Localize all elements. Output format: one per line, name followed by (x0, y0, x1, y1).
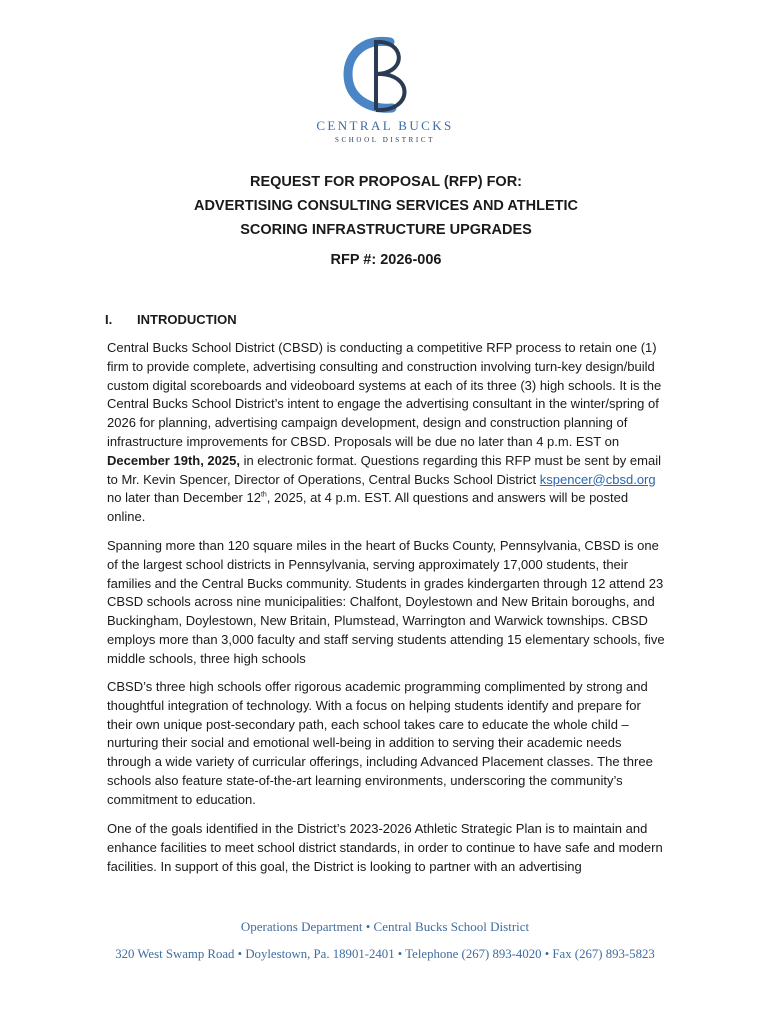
rfp-number: RFP #: 2026-006 (330, 252, 442, 268)
paragraph-text: , 2025, at 4 p.m. EST. All questions and answers will be posted online. (107, 490, 629, 525)
due-date: December 19th, 2025, (107, 452, 240, 468)
title-line: ADVERTISING CONSULTING SERVICES AND ATHLETIC (193, 198, 578, 214)
logo-subtitle: SCHOOL DISTRICT (335, 136, 435, 144)
footer-address: 320 West Swamp Road • Doylestown, Pa. 18901-2401 • Telephone (267) 893-4020 • Fax (267) 893-5823 (115, 947, 655, 961)
title-line: SCORING INFRASTRUCTURE UPGRADES (240, 222, 532, 238)
intro-paragraph-4: One of the goals identified in the District’s 2023-2026 Athletic Strategic Plan is to maintain and enhance facilities to meet school district standards, in order to continue to have safe and modern facilities. In support of this goal, the District is looking to partner with an advertising (107, 821, 663, 874)
section-number: I. (105, 312, 113, 327)
title-line: REQUEST FOR PROPOSAL (RFP) FOR: (249, 174, 523, 190)
logo-name: CENTRAL BUCKS (316, 118, 454, 133)
intro-paragraph-3: CBSD’s three high schools offer rigorous academic programming complimented by strong and thoughtful integration of technology. With a focus on helping students identify and prepare for their own unique post-secondary path, each school takes care to educate the whole child – nurturing their social and emotional well-being in addition to serving their academic needs through a wide variety of curricular offerings, including Advanced Placement classes. The three schools also feature state-of-the-art learning environments, underscoring the community’s commitment to education. (107, 679, 653, 807)
district-logo (300, 36, 470, 148)
footer-department: Operations Department • Central Bucks School District (240, 919, 530, 934)
paragraph-text: no later than December 12 (107, 490, 261, 506)
ordinal-suffix: th (260, 492, 267, 500)
paragraph-text: Central Bucks School District (CBSD) is conducting a competitive RFP process to retain one (1) firm to provide complete, advertising consulting and construction involving turn-key design/build custom digital scoreboards and videoboard systems at each of its three (3) high schools. It is the Central Bucks School District’s intent to engage the advertising consultant in the winter/spring of 2026 for planning, advertising campaign development, design and construction planning of infrastructure improvements for CBSD. Proposals will be due no later than 4 p.m. EST on (107, 340, 662, 449)
intro-paragraph-2: Spanning more than 120 square miles in the heart of Bucks County, Pennsylvania, CBSD is one of the largest school districts in Pennsylvania, serving approximately 17,000 students, their families and the Central Bucks community. Students in grades kindergarten through 12 attend 23 CBSD schools across nine municipalities: Chalfont, Doylestown and New Britain boroughs, and Buckingham, Doylestown, New Britain, Plumstead, Warrington and Warwick townships. CBSD employs more than 3,000 faculty and staff serving students attending 15 elementary schools, five middle schools, three high schools (107, 538, 665, 666)
document-title (80, 170, 692, 242)
email-link[interactable]: kspencer@cbsd.org (539, 471, 656, 487)
section-title: INTRODUCTION (137, 312, 237, 327)
intro-paragraph-1 (107, 339, 667, 527)
paragraph-text: in electronic format. Questions regarding this RFP must be sent by email to Mr. Kevin Spencer, Director of Operations, Central Bucks School District (107, 452, 661, 487)
cb-monogram-icon (342, 36, 428, 116)
section-heading (105, 312, 237, 327)
